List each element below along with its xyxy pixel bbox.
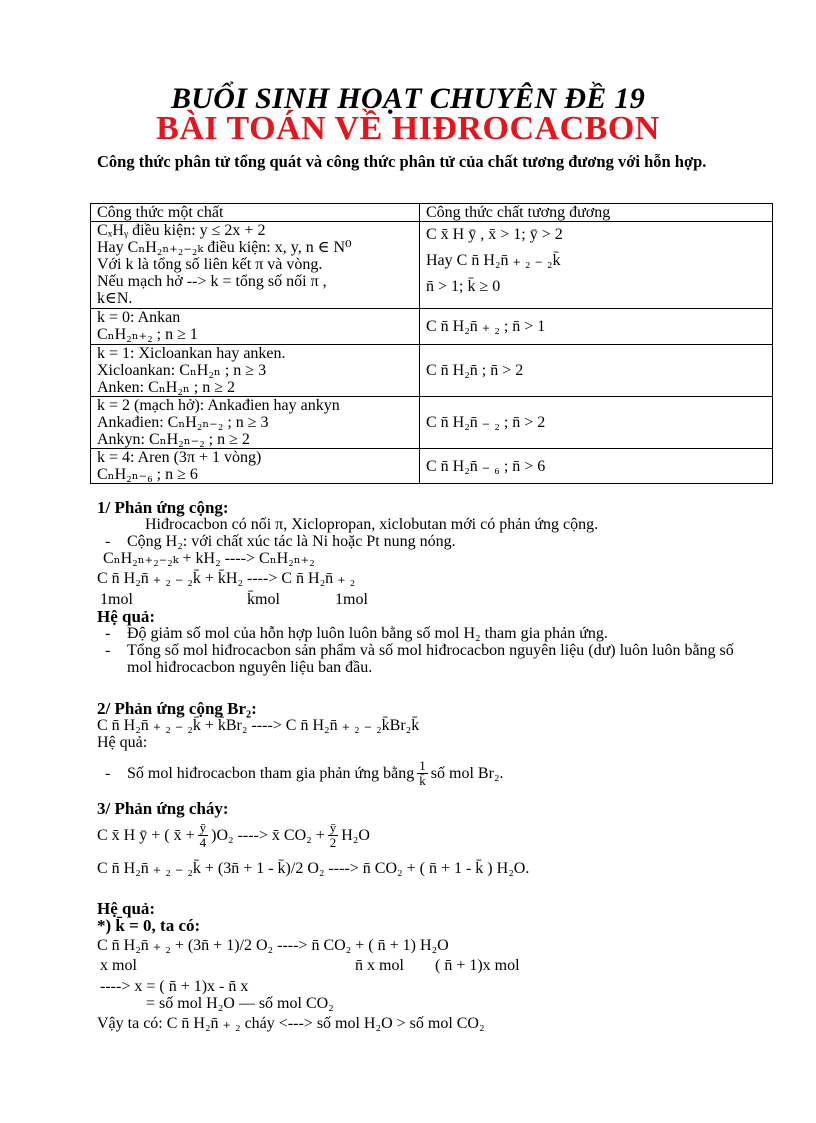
bullet-text: Độ giảm số mol của hỗn hợp luôn luôn bằng số mol H₂ tham gia phản ứng. bbox=[127, 625, 608, 642]
cell-line: Xicloankan: CₙH₂ₙ ; n ≥ 3 bbox=[97, 362, 267, 379]
cell-line: Hay C n̄ H₂n̄ ₊ ₂ ₋ ₂k̄ bbox=[426, 252, 561, 269]
equation: C n̄ H₂n̄ ₊ ₂ + (3n̄ + 1)/2 O₂ ----> n̄ CO₂ + ( n̄ + 1) H₂O bbox=[97, 937, 449, 954]
section-combustion bbox=[97, 800, 737, 877]
fraction-denominator: 2 bbox=[329, 835, 337, 850]
cell-line: Hay CₙH₂ₙ₊₂₋₂ₖ điều kiện: x, y, n ∈ N⁰ bbox=[97, 239, 352, 256]
cell-line: k = 4: Aren (3π + 1 vòng) bbox=[97, 449, 262, 466]
table-row bbox=[91, 397, 773, 449]
table-cell bbox=[91, 309, 420, 345]
table-row bbox=[91, 222, 773, 309]
cell-line: Ankađien: CₙH₂ₙ₋₂ ; n ≥ 3 bbox=[97, 414, 269, 431]
table-cell bbox=[420, 397, 773, 449]
fraction-numerator: 1 bbox=[419, 758, 426, 773]
table-cell bbox=[91, 345, 420, 397]
table-cell bbox=[91, 222, 420, 309]
cell-line: C n̄ H₂n̄ ₋ ₂ ; n̄ > 2 bbox=[426, 414, 546, 431]
cell-line: Nếu mạch hở --> k = tổng số nối π , bbox=[97, 273, 327, 290]
section-heading: 3/ Phản ứng cháy: bbox=[97, 799, 229, 818]
cell-line: CₙH₂ₙ₋₆ ; n ≥ 6 bbox=[97, 466, 198, 483]
mol-line bbox=[97, 957, 737, 974]
bullet-text: số mol Br₂. bbox=[430, 765, 504, 782]
cell-line: k = 2 (mạch hở): Ankađien hay ankyn bbox=[97, 397, 340, 414]
equation: C n̄ H₂n̄ ₊ ₂ ₋ ₂k̄ + k̄H₂ ----> C n̄ H₂n̄ ₊ ₂ bbox=[97, 570, 356, 587]
paragraph: Hệ quả: bbox=[97, 734, 148, 751]
cell-line: k = 0: Ankan bbox=[97, 309, 181, 326]
table-cell bbox=[420, 222, 773, 309]
equation: C n̄ H₂n̄ ₊ ₂ ₋ ₂k̄ + (3n̄ + 1 - k̄)/2 O₂ ----> n̄ CO₂ + ( n̄ + 1 - k̄ ) H₂O. bbox=[97, 860, 530, 877]
bullet-item: - Cộng H₂: với chất xúc tác là Ni hoặc Pt nung nóng. bbox=[105, 533, 456, 550]
fraction bbox=[198, 821, 209, 850]
bullet-item: - Tổng số mol hiđrocacbon sản phẩm và số mol hiđrocacbon nguyên liệu (dư) luôn luôn bằng số mol hiđrocacbon nguyên liệu ban đầu. bbox=[97, 642, 737, 676]
cell-line: Với k là tổng số liên kết π và vòng. bbox=[97, 256, 323, 273]
table-row bbox=[91, 345, 773, 397]
cell-line: CₓHᵧ điều kiện: y ≤ 2x + 2 bbox=[97, 222, 266, 239]
bullet-text: Tổng số mol hiđrocacbon sản phẩm và số mol hiđrocacbon nguyên liệu (dư) luôn luôn bằng số mol hiđrocacbon nguyên liệu ban đầu. bbox=[127, 642, 734, 676]
section-heading: Hệ quả: bbox=[97, 899, 156, 918]
cell-line: Ankyn: CₙH₂ₙ₋₂ ; n ≥ 2 bbox=[97, 431, 250, 448]
section-consequences bbox=[97, 900, 737, 1032]
fraction bbox=[417, 759, 428, 788]
document-subtitle: BUỔI SINH HOẠT CHUYÊN ĐỀ 19 bbox=[171, 82, 645, 115]
cell-line: Anken: CₙH₂ₙ ; n ≥ 2 bbox=[97, 379, 235, 396]
mol-line bbox=[97, 591, 737, 608]
document-title: BÀI TOÁN VỀ HIĐROCACBON bbox=[156, 110, 660, 147]
cell-line: k∈N. bbox=[97, 290, 133, 307]
fraction-numerator: ȳ bbox=[329, 820, 337, 835]
table-cell bbox=[91, 397, 420, 449]
section-subheading: Hệ quả: bbox=[97, 607, 156, 626]
section-subheading: *) k̄ = 0, ta có: bbox=[97, 916, 201, 935]
table-header-row bbox=[91, 204, 773, 222]
table-cell bbox=[420, 449, 773, 484]
cell-line: n̄ > 1; k̄ ≥ 0 bbox=[426, 278, 501, 295]
bullet-text: Cộng H₂: với chất xúc tác là Ni hoặc Pt nung nóng. bbox=[127, 533, 456, 550]
mol-value: 1mol bbox=[100, 591, 133, 608]
table-cell bbox=[420, 345, 773, 397]
fraction bbox=[328, 821, 339, 850]
cell-line: C x̄ H ȳ , x̄ > 1; ȳ > 2 bbox=[426, 226, 563, 243]
fraction-denominator: 4 bbox=[199, 835, 207, 850]
equation-part: C x̄ H ȳ + ( x̄ + bbox=[97, 827, 195, 844]
section-heading: 1/ Phản ứng cộng: bbox=[97, 498, 229, 517]
section-bromine bbox=[97, 700, 737, 788]
table-row bbox=[91, 449, 773, 484]
cell-line: CₙH₂ₙ₊₂ ; n ≥ 1 bbox=[97, 326, 198, 343]
fraction-numerator: ȳ bbox=[199, 820, 207, 835]
table-header-cell: Công thức chất tương đương bbox=[420, 204, 773, 222]
section-addition bbox=[97, 499, 737, 676]
table-row bbox=[91, 309, 773, 345]
paragraph: Hiđrocacbon có nối π, Xiclopropan, xiclobutan mới có phản ứng cộng. bbox=[145, 516, 599, 533]
equation-part: H₂O bbox=[341, 827, 370, 844]
table-cell bbox=[420, 309, 773, 345]
mol-value: 1mol bbox=[335, 591, 368, 608]
fraction-denominator: k̄ bbox=[419, 773, 426, 788]
cell-line: C n̄ H₂n̄ ₋ ₆ ; n̄ > 6 bbox=[426, 457, 546, 475]
equation: C n̄ H₂n̄ ₊ ₂ ₋ ₂k̄ + k̄Br₂ ----> C n̄ H₂n̄ ₊ ₂ ₋ ₂k̄Br₂k̄ bbox=[97, 717, 420, 734]
bullet-item: - Độ giảm số mol của hỗn hợp luôn luôn bằng số mol H₂ tham gia phản ứng. bbox=[105, 625, 608, 642]
equation: CₙH₂ₙ₊₂₋₂ₖ + kH₂ ----> CₙH₂ₙ₊₂ bbox=[103, 550, 315, 567]
mol-value: k̄mol bbox=[247, 591, 280, 608]
bullet-item: - Số mol hiđrocacbon tham gia phản ứng bằng $\frac{1}{k̄}$ số mol Br₂. bbox=[105, 758, 504, 788]
equation bbox=[97, 821, 737, 850]
table-cell bbox=[91, 449, 420, 484]
derivation-line: ----> x = ( n̄ + 1)x - n̄ x bbox=[100, 978, 249, 995]
mol-value: n̄ x mol bbox=[355, 957, 404, 974]
intro-paragraph: Công thức phân tử tổng quát và công thức phân tử của chất tương đương với hỗn hợp. bbox=[97, 152, 707, 171]
cell-line: C n̄ H₂n̄ ₊ ₂ ; n̄ > 1 bbox=[426, 318, 546, 335]
mol-value: ( n̄ + 1)x mol bbox=[435, 957, 520, 974]
derivation-line: = số mol H₂O — số mol CO₂ bbox=[146, 995, 334, 1012]
conclusion-line: Vậy ta có: C n̄ H₂n̄ ₊ ₂ cháy <---> số mol H₂O > số mol CO₂ bbox=[97, 1015, 485, 1032]
mol-value: x mol bbox=[100, 957, 137, 974]
bullet-text: Số mol hiđrocacbon tham gia phản ứng bằng bbox=[127, 765, 415, 782]
equation-part: )O₂ ----> x̄ CO₂ + bbox=[211, 827, 325, 844]
cell-line: k = 1: Xicloankan hay anken. bbox=[97, 345, 286, 362]
formula-table bbox=[90, 203, 773, 484]
table-header-cell: Công thức một chất bbox=[91, 204, 420, 222]
cell-line: C n̄ H₂n̄ ; n̄ > 2 bbox=[426, 362, 524, 379]
section-heading: 2/ Phản ứng cộng Br₂: bbox=[97, 699, 257, 718]
